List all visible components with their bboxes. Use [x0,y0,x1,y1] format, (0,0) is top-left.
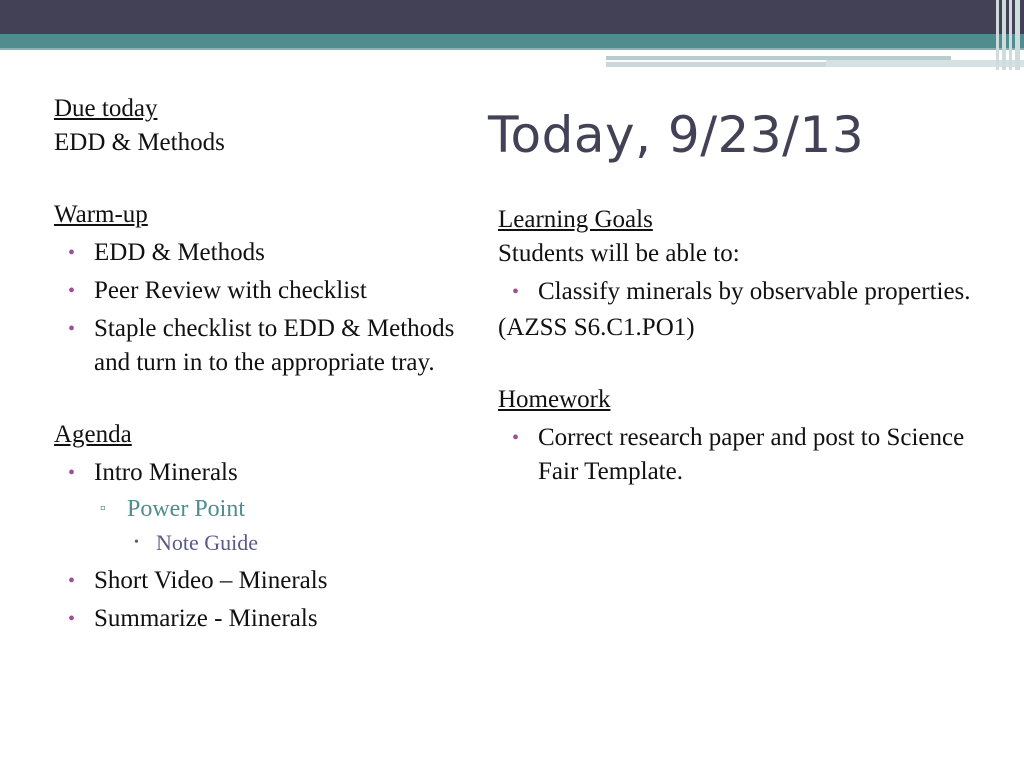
homework-item: • Correct research paper and post to Science Fair Template. [498,421,998,489]
top-teal-bar [0,34,1024,48]
decor-thin-bar-2 [606,62,826,67]
warmup-heading: Warm-up [54,201,148,228]
goals-list [498,275,998,309]
agenda-item: • Intro Minerals [54,456,464,490]
warmup-item: • Peer Review with checklist [54,274,464,308]
agenda-item: • Short Video – Minerals [54,564,464,598]
agenda-list [54,456,464,636]
slide-title: Today, 9/23/13 [488,106,865,164]
right-column [498,203,998,489]
warmup-item: • Staple checklist to EDD & Methods and turn in to the appropriate tray. [54,312,464,380]
agenda-item: • Summarize - Minerals [54,602,464,636]
agenda-subitem: ▫ Power Point [54,492,464,526]
goals-intro: Students will be able to: [498,240,740,267]
goals-heading: Learning Goals [498,206,653,233]
standard-code: (AZSS S6.C1.PO1) [498,314,695,341]
left-column [54,92,464,636]
homework-list [498,421,998,489]
top-gray-line [0,48,1024,50]
due-heading: Due today [54,95,158,122]
warmup-item: • EDD & Methods [54,236,464,270]
decor-stripes [994,0,1024,70]
warmup-list [54,236,464,380]
top-dark-bar [0,0,1024,34]
goal-item: • Classify minerals by observable properties. [498,275,998,309]
agenda-heading: Agenda [54,421,132,448]
due-item: EDD & Methods [54,129,225,156]
agenda-subsubitem: • Note Guide [54,526,464,560]
homework-heading: Homework [498,386,611,413]
